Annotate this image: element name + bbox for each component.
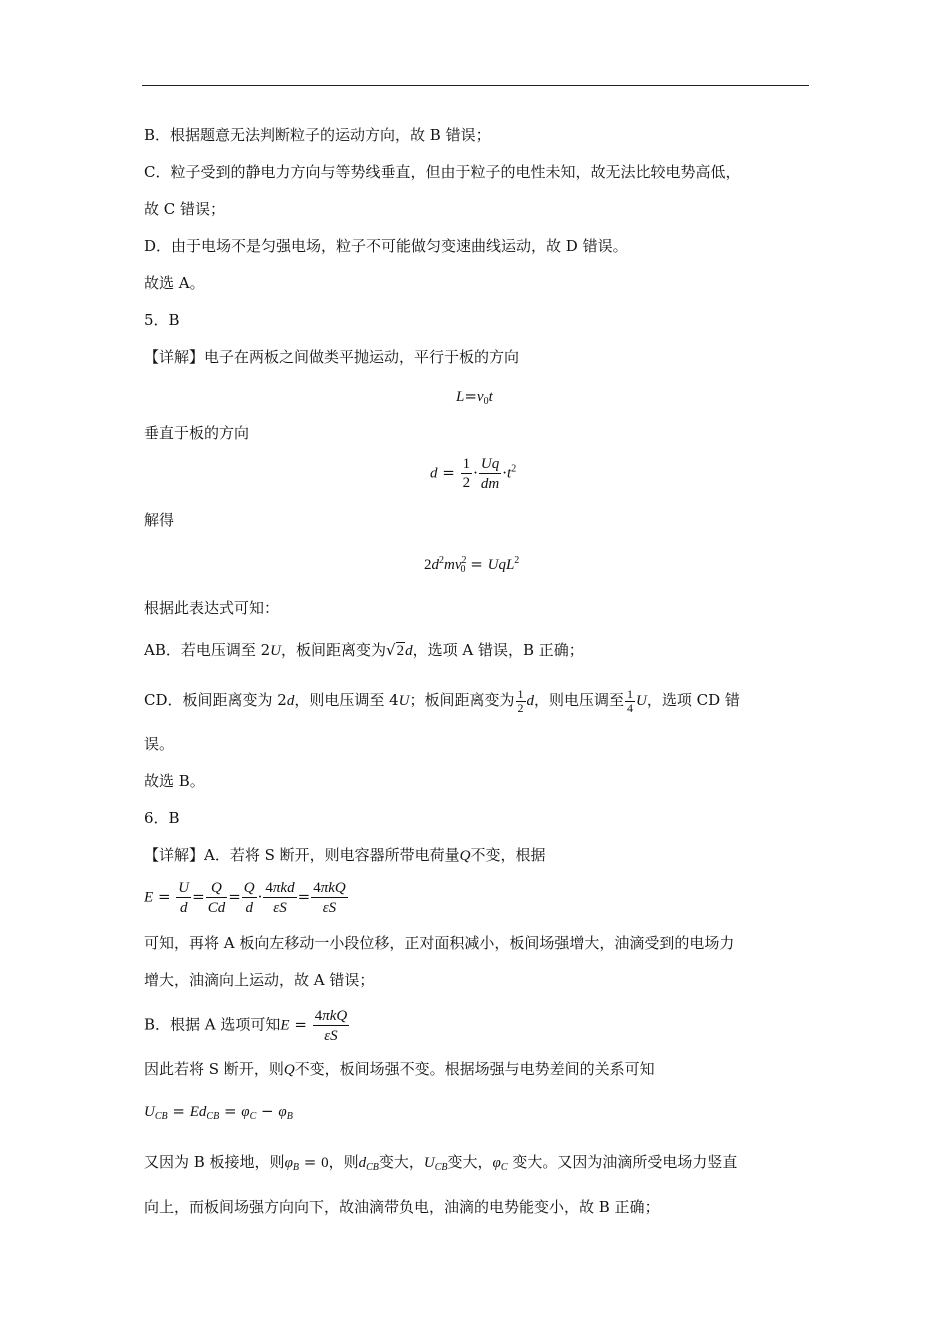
text-move-plate: 可知，再将 A 板向左移动一小段位移，正对面积减小，板间场强增大，油滴受到的电场力 <box>144 934 735 952</box>
formula-e-derivation: E = $\frac{U}{d}$ = $\frac{Q}{Cd}$ = $\frac{Q}{d}$ · $\frac{\text{4πkd}}{\varepsilon S}$ = $\frac{\text{4πkQ}}{\varepsilon S}$ <box>144 880 346 916</box>
text-option-ab: AB．若电压调至 2U，板间距离变为√2d，选项 A 错误，B 正确； <box>144 641 584 659</box>
text-s-open: 因此若将 S 断开，则Q不变，板间场强不变。根据场强与电势差间的关系可知 <box>144 1060 655 1078</box>
fraction-half: $\frac{1}{2}$ <box>517 686 524 715</box>
sqrt-two: √2 <box>386 641 405 659</box>
text-move-plate-cont: 增大，油滴向上运动，故 A 错误； <box>144 971 375 989</box>
fraction-quarter: $\frac{1}{4}$ <box>627 686 634 715</box>
text-plate-grounded: 又因为 B 板接地，则$\varphi_B = 0$，则$d_{CB}$变大，$U_{CB}$变大，$\varphi_C$ 变大。又因为油滴所受电场力竖直 <box>144 1153 738 1173</box>
formula-d: d = $\frac{1}{2}$ · $\frac{Uq}{dm}$ $\cdot t^2$ <box>430 456 517 492</box>
text-line-c-cont: 故 C 错误； <box>144 200 226 218</box>
question-6-answer: 6．B <box>144 809 180 827</box>
text-line-b: B．根据题意无法判断粒子的运动方向，故 B 错误； <box>144 126 491 144</box>
text-line-c: C．粒子受到的静电力方向与等势线垂直，但由于粒子的电性未知，故无法比较电势高低， <box>144 163 741 181</box>
text-oil-drop: 向上，而板间场强方向向下，故油滴带负电，油滴的电势能变小，故 B 正确； <box>144 1198 660 1216</box>
answer-line-a: 故选 A。 <box>144 274 205 292</box>
question-5-answer: 5．B <box>144 311 180 329</box>
text-from-expression: 根据此表达式可知： <box>144 599 280 617</box>
header-rule <box>142 85 809 86</box>
text-line-d: D．由于电场不是匀强电场，粒子不可能做匀变速曲线运动，故 D 错误。 <box>144 237 628 255</box>
text-option-cd: CD．板间距离变为 2d，则电压调至 4U；板间距离变为 $\frac{1}{2}$ d，则电压调至 $\frac{1}{4}$ U，选项 CD 错 <box>144 686 740 715</box>
detail-line-6: 【详解】A．若将 S 断开，则电容器所带电荷量Q不变，根据 <box>144 846 546 864</box>
detail-line-5: 【详解】电子在两板之间做类平抛运动，平行于板的方向 <box>144 348 520 366</box>
text-option-b-6: B．根据 A 选项可知E = $\frac{\text{4πkQ}}{\varepsilon S}$ <box>144 1008 348 1044</box>
text-solve: 解得 <box>144 511 175 529</box>
formula-l-v0t: $L=v_0t$ <box>456 387 493 407</box>
text-option-cd-cont: 误。 <box>144 735 175 753</box>
text-vertical-direction: 垂直于板的方向 <box>144 424 250 442</box>
formula-2d2mv02: $2d^2mv^2_0 = UqL^2$ <box>424 555 520 575</box>
formula-ucb: $U_{CB} = Ed_{CB} = \varphi_C - \varphi_B$ <box>144 1102 293 1122</box>
answer-line-b: 故选 B。 <box>144 772 205 790</box>
